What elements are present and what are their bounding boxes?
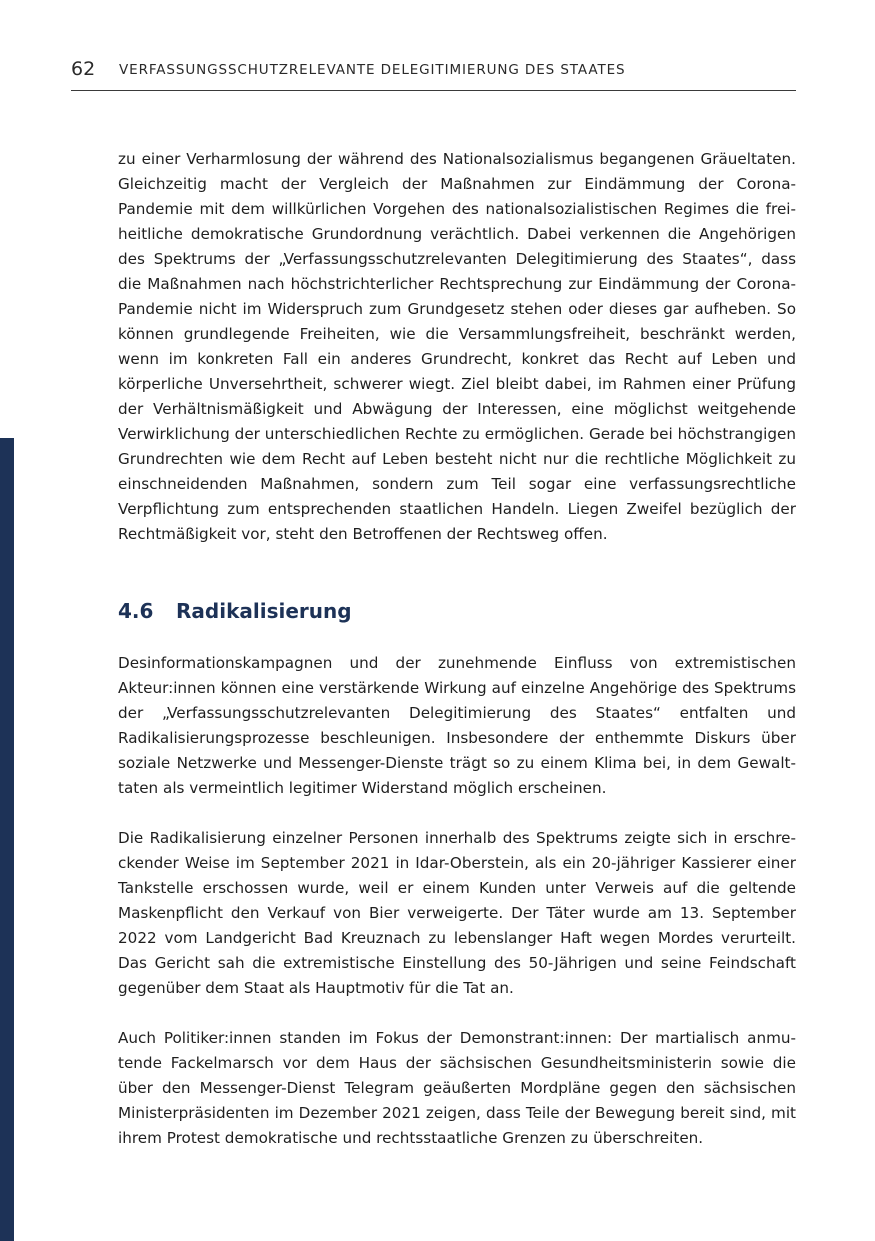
section-paragraph-1: Desinformationskampagnen und der zunehmende Einfluss von extremistischen Akteur:innen können eine verstärkende Wirkung auf einzelne Angehörige des Spektrums der „Verfassungsschutzrelevanten Delegitimierung des Staates“ entfalten und Radikalisierungsprozesse beschleunigen. Insbesondere der enthemmte Diskurs über soziale Netzwerke und Messenger-Dienste trägt so zu einem Klima bei, in dem Gewalttaten als vermeintlich legitimer Widerstand möglich erscheinen. — [118, 654, 796, 797]
section-paragraph-3: Auch Politiker:innen standen im Fokus der Demonstrant:innen: Der martialisch anmutende Fackelmarsch vor dem Haus der sächsischen Gesundheitsministerin sowie die über den Messenger-Dienst Telegram geäußerten Mordpläne gegen den sächsischen Ministerpräsidenten im Dezember 2021 zeigen, dass Teile der Bewegung bereit sind, mit ihrem Protest demokratische und rechtsstaatliche Grenzen zu überschreiten. — [118, 1029, 796, 1147]
section-heading — [118, 596, 796, 626]
side-color-bar — [0, 438, 14, 1241]
section-paragraph-2: Die Radikalisierung einzelner Personen innerhalb des Spektrums zeigte sich in erschreckender Weise im September 2021 in Idar-Oberstein, als ein 20-jähriger Kassierer einer Tankstelle erschossen wurde, weil er einem Kunden unter Verweis auf die geltende Maskenpflicht den Verkauf von Bier verweigerte. Der Täter wurde am 13. September 2022 vom Landgericht Bad Kreuznach zu lebenslanger Haft wegen Mordes verurteilt. Das Gericht sah die extremistische Einstellung des 50-Jährigen und seine Feindschaft gegenüber dem Staat als Hauptmotiv für die Tat an. — [118, 829, 796, 997]
page-number: 62 — [71, 58, 96, 80]
section-number: 4.6 — [118, 599, 154, 623]
running-title: VERFASSUNGSSCHUTZRELEVANTE DELEGITIMIERUNG DES STAATES — [119, 62, 626, 78]
intro-paragraph: zu einer Verharmlosung der während des Nationalsozialismus begangenen Gräueltaten. Gleichzeitig macht der Vergleich der Maßnahmen zur Eindämmung der Corona-Pandemie mit dem willkürlichen Vorgehen des nationalsozialistischen Regimes die freiheitliche demokratische Grundordnung verächtlich. Dabei verkennen die Angehörigen des Spektrums der „Verfassungsschutzrelevanten Delegitimierung des Staates“, dass die Maßnahmen nach höchstrichterlicher Rechtsprechung zur Eindämmung der Corona-Pandemie nicht im Widerspruch zum Grundgesetz stehen oder dieses gar aufheben. So können grundlegende Freiheiten, wie die Versammlungsfreiheit, beschränkt werden, wenn im konkreten Fall ein anderes Grundrecht, konkret das Recht auf Leben und körperliche Unversehrtheit, schwerer wiegt. Ziel bleibt dabei, im Rahmen einer Prüfung der Verhältnismäßigkeit und Abwägung der Interessen, eine möglichst weitgehende Verwirklichung der unterschiedlichen Rechte zu ermöglichen. Gerade bei höchstrangigen Grundrechten wie dem Recht auf Leben besteht nicht nur die rechtliche Möglichkeit zu einschneidenden Maßnahmen, sondern zum Teil sogar eine verfassungsrechtliche Verpflichtung zum entsprechenden staatlichen Handeln. Liegen Zweifel bezüglich der Rechtmäßigkeit vor, steht den Betroffenen der Rechtsweg offen. — [118, 150, 796, 543]
page-header — [71, 56, 796, 91]
section-title: Radikalisierung — [176, 599, 352, 623]
page-content — [118, 147, 796, 1151]
